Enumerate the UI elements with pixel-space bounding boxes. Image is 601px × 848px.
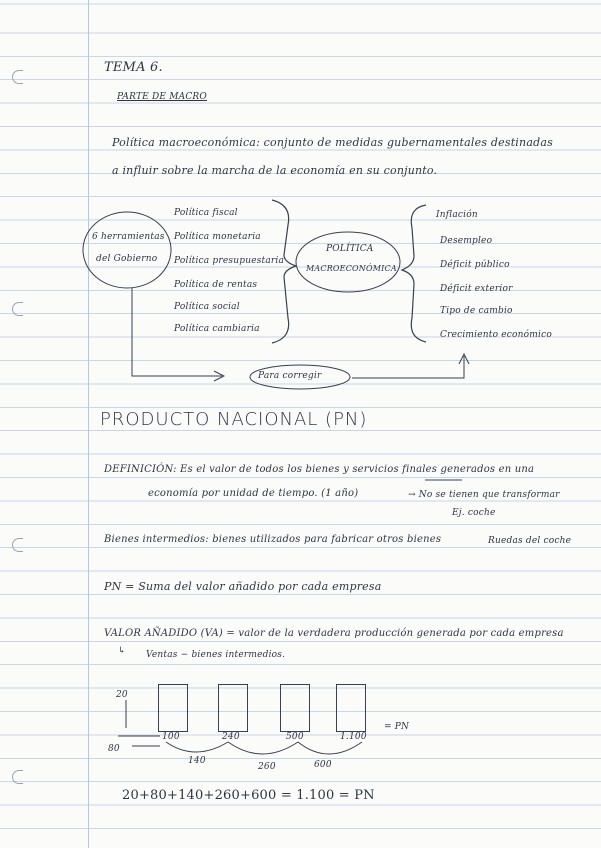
parte-title: PARTE DE MACRO (117, 92, 207, 102)
objective-item: Tipo de cambio (440, 306, 513, 316)
bienes-note: Ruedas del coche (488, 536, 572, 546)
objective-item: Desempleo (440, 236, 493, 246)
arrow-label: Para corregir (258, 371, 322, 381)
tools-brace (272, 200, 296, 343)
sum-formula: 20+80+140+260+600 = 1.100 = PN (122, 788, 375, 803)
objective-item: Déficit público (440, 260, 510, 270)
tool-item: Política fiscal (174, 208, 238, 218)
bar-left-top-label: 20 (116, 690, 128, 700)
bar-label: 500 (286, 732, 304, 742)
bar-label: 100 (162, 732, 180, 742)
tool-item: Política presupuestaria (174, 256, 285, 266)
bar-label: 240 (222, 732, 240, 742)
objective-item: Déficit exterior (440, 284, 513, 294)
circle-label-2: del Gobierno (96, 254, 158, 264)
objectives-brace (402, 205, 426, 342)
va-arrow: ↳ (118, 646, 126, 656)
center-label-2: MACROECONÓMICA (306, 264, 397, 273)
center-oval (296, 232, 400, 292)
pn-title: PRODUCTO NACIONAL (PN) (100, 409, 368, 430)
pn-definition-example: Ej. coche (452, 508, 496, 518)
diff-arc-3 (298, 742, 362, 754)
tool-item: Política social (174, 302, 240, 312)
diff-label: 600 (314, 760, 332, 770)
corrective-arrow-return (352, 356, 464, 378)
tool-item: Política de rentas (174, 280, 258, 290)
va-definition-line1: VALOR AÑADIDO (VA) = valor de la verdadera producción generada por cada empresa (104, 628, 564, 639)
value-bar (280, 684, 310, 732)
diff-label: 260 (258, 762, 276, 772)
pn-formula: PN = Suma del valor añadido por cada empresa (104, 580, 382, 593)
value-bar (158, 684, 188, 732)
value-bar (218, 684, 248, 732)
diff-arc-2 (228, 742, 298, 754)
macro-definition-line2: a influir sobre la marcha de la economía en su conjunto. (112, 164, 438, 177)
pn-definition-line2: economía por unidad de tiempo. (1 año) (148, 488, 359, 499)
macro-definition-line1: Política macroeconómica: conjunto de medidas gubernamentales destinadas (112, 136, 553, 149)
pn-definition-line1: DEFINICIÓN: Es el valor de todos los bienes y servicios finales generados en una (104, 464, 535, 475)
value-bar (336, 684, 366, 732)
tool-item: Política monetaria (174, 232, 261, 242)
diff-label: 140 (188, 756, 206, 766)
tema-title: TEMA 6. (104, 60, 163, 75)
va-definition-line2: Ventas − bienes intermedios. (146, 650, 286, 660)
pn-definition-note: → No se tienen que transformar (408, 490, 560, 500)
bar-left-bottom-label: 80 (108, 744, 120, 754)
tool-item: Política cambiaria (174, 324, 260, 334)
center-label-1: POLÍTICA (326, 244, 374, 254)
objective-item: Crecimiento económico (440, 330, 552, 340)
bars-axis (118, 700, 160, 736)
bar-label: 1.100 (340, 732, 367, 742)
circle-label-1: 6 herramientas (92, 232, 165, 242)
bienes-intermedios: Bienes intermedios: bienes utilizados para fabricar otros bienes (104, 534, 442, 545)
tools-circle (83, 212, 171, 288)
diff-arc-1 (166, 742, 228, 752)
bars-equals-pn: = PN (384, 722, 410, 732)
objective-item: Inflación (436, 210, 478, 220)
